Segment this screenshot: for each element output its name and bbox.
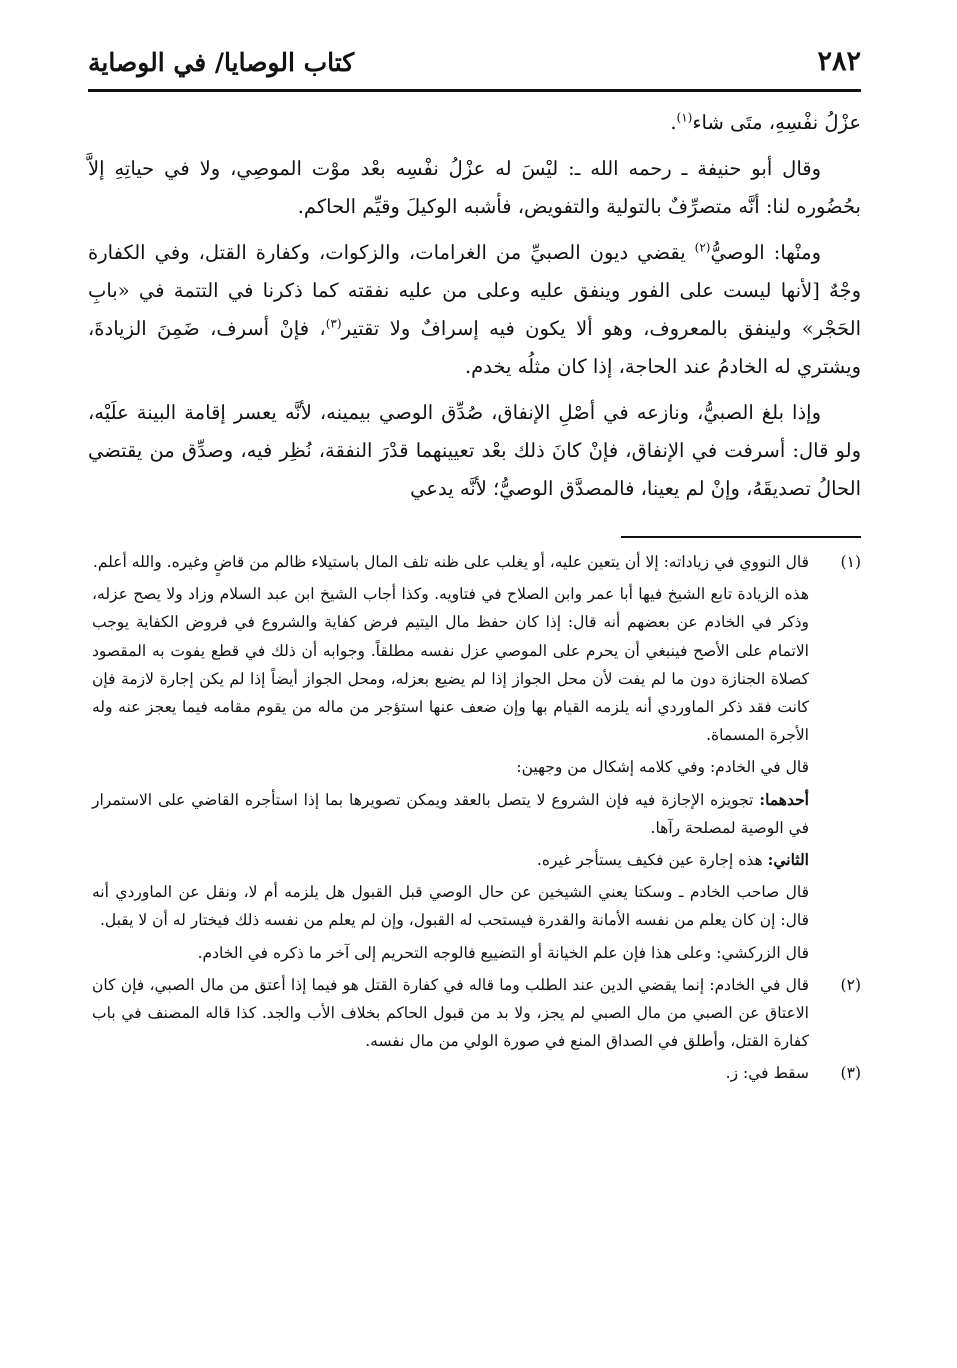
footnote-paragraph: قال في الخادم: إنما يقضي الدين عند الطلب وما قاله في كفارة القتل هو فيما إذا أعتق من مال الصبي، فإن كان الاعتاق عن الصبي من مال الصبي لم يجز، ولا بد من قبول الحاكم بخلاف الأب والجد. كذا قاله المصنف في باب كفارة القتل، وأطلق في الصداق المنع في صورة الولي من مال نفسه.: [92, 975, 809, 1051]
footnote-text: تجويزه الإجازة فيه فإن الشروع لا يتصل بالعقد ويمكن تصويرها بما إذا استأجره القاضي على الاستمرار في الوصية لمصلحة رآها.: [92, 790, 809, 837]
page-header: [88, 42, 861, 92]
footnote-paragraph: سقط في: ز.: [725, 1064, 809, 1083]
footnotes: [92, 548, 861, 1092]
paragraph-3: [88, 234, 861, 386]
paragraph-2: وقال أبو حنيفة ـ رحمه الله ـ: ليْسَ له عزْلُ نفْسِه بعْد موْت الموصِي، ولا في حياتِهِ إلاَّ بحُضُوره لنا: أنَّه متصرِّفٌ بالتولية والتفويض، فأشبه الوكيلَ وقيِّم الحاكم.: [88, 157, 861, 218]
footnote-3: [92, 1059, 861, 1087]
footnote-number: (٣): [840, 1064, 861, 1083]
footnote-ref-2: (٢): [694, 240, 711, 255]
footnote-text: هذه إجارة عين فكيف يستأجر غيره.: [536, 851, 768, 870]
footnote-paragraph: قال في الخادم: وفي كلامه إشكال من وجهين:: [516, 758, 809, 777]
footnote-2: [92, 971, 861, 1056]
paragraph-text: ، فإنْ أسرف، ضَمِنَ الزيادةَ، ويشتري له الخادمُ عند الحاجة، إذا كان مثلُه يخدم.: [88, 317, 861, 378]
footnote-paragraph: قال الزركشي: وعلى هذا فإن علم الخيانة أو التضييع فالوجه التحريم إلى آخر ما ذكره في الخادم.: [197, 943, 809, 962]
paragraph-tail: .: [670, 111, 677, 134]
paragraph-1: [88, 104, 861, 142]
footnote-separator: [621, 536, 861, 538]
footnote-ref-3: (٣): [325, 316, 342, 331]
page-number: ٢٨٢: [817, 46, 861, 77]
running-title: كتاب الوصايا/ في الوصاية: [88, 48, 355, 77]
footnote-1: [92, 548, 861, 967]
footnote-paragraph: قال صاحب الخادم ـ وسكتا يعني الشيخين عن حال الوصي قبل القبول هل يلزمه أم لا، ونقل عن الماوردي أنه قال: إن كان يعلم من نفسه الأمانة والقدرة فيستحب له القبول، وإن لم يعلم من نفسه ذلك فيختار له أن لا يقبل.: [92, 883, 809, 930]
main-text: [88, 104, 861, 516]
footnote-number: (١): [840, 553, 861, 571]
paragraph-4: وإذا بلغ الصبيُّ، ونازعه في أصْلِ الإنفاق، صُدِّق الوصي بيمينه، لأنَّه يعسر إقامة البينة علَيْه، ولو قال: أسرفت في الإنفاق، فإنْ كانَ ذلك بعْد تعيينهما قدْرَ النفقة، نُظِر فيه، وصدِّق من يقتضي الحالُ تصديقَهُ، وإنْ لم يعينا، فالمصدَّق الوصيُّ؛ لأنَّه يدعي: [88, 401, 861, 500]
footnote-paragraph: قال النووي في زياداته: إلا أن يتعين عليه، أو يغلب على ظنه تلف المال باستيلاء ظالم من قاضٍ وغيره. والله أعلم.: [92, 553, 809, 571]
paragraph-text: ومنْها: الوصيُّ: [710, 241, 821, 264]
footnote-paragraph: هذه الزيادة تابع الشيخ فيها أبا عمر وابن الصلاح في فتاويه. وكذا أجاب الشيخ ابن عبد السلام وزاد ولا يصح عزله، وذكر في الخادم عن بعضهم أنه قال: إذا كان حفظ مال اليتيم فرض كفاية والشروع في فروض الكفاية يوجب الاتمام على الأصح فينبغي أن يحرم على الموصي عزل نفسه مطلقاً. وجوابه أن ذلك في قطع يفوت به المقصود كصلاة الجنازة دون ما لم يفت لأن محل الجواز إذا لم يضيع بعزله، ومحل الجواز أيضاً إذا لم يكن إجارة لازمة فإن كانت فقد ذكر الماوردي أنه يلزمه القيام بها وإن ضعف عنها استؤجر من ماله من يقوم مقامه فيما يعجز عنه وله الأجرة المسماة.: [92, 585, 809, 745]
footnote-label: أحدهما:: [759, 789, 809, 809]
paragraph-text: يقضي ديون الصبيِّ من الغرامات، والزكوات، وكفارة القتل، وفي الكفارة وجْهٌ [لأنها ليست على الفور وينفق عليه وعلى من عليه نفقته كما ذكرنا في التتمة في «بابِ الحَجْر» ولينفق بالمعروف، وهو ألا يكون فيه إسرافٌ ولا تقتير: [88, 241, 861, 340]
footnote-ref-1: (١): [676, 110, 693, 125]
footnote-paragraph: [92, 786, 809, 842]
paragraph-text: عزْلُ نفْسِهِ، متَى شاء: [692, 111, 861, 134]
footnote-label: الثاني:: [767, 850, 809, 870]
footnote-paragraph: [92, 846, 809, 874]
footnote-number: (٢): [840, 975, 861, 994]
